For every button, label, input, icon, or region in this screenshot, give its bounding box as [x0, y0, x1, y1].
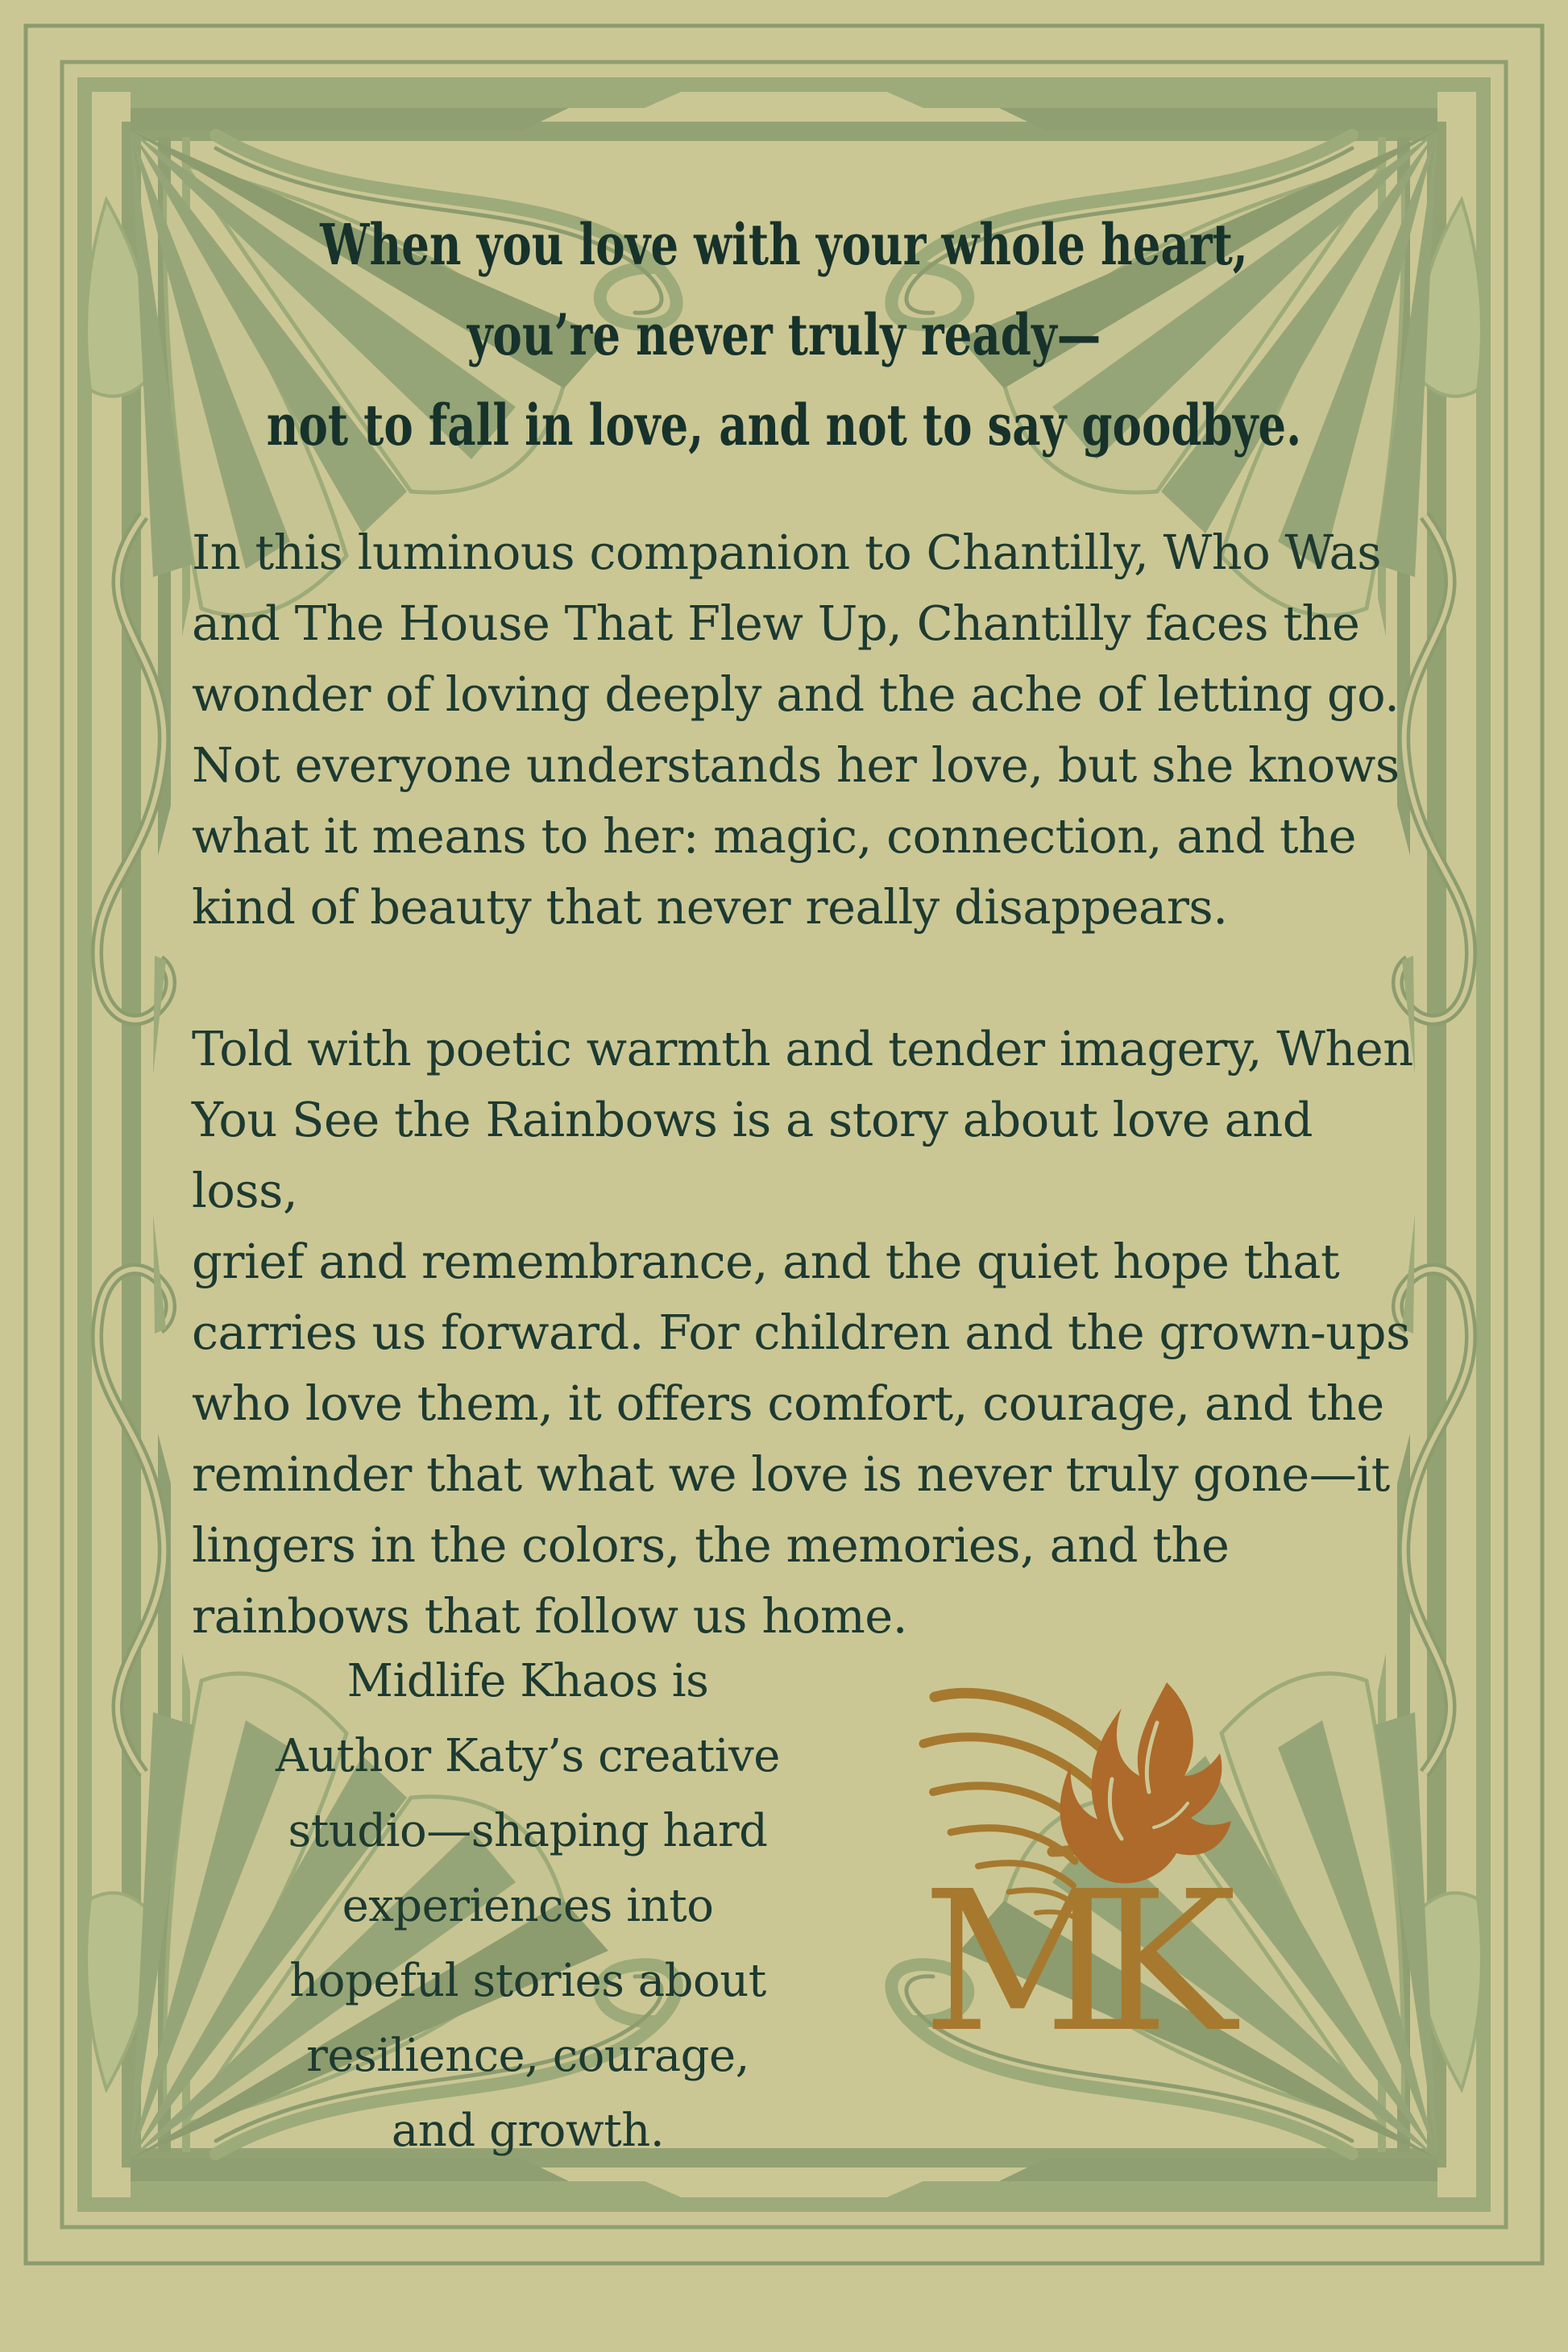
synopsis-line: Told with poetic warmth and tender imagery, When — [192, 1021, 1413, 1076]
studio-blurb-line: Author Katy’s creative — [276, 1730, 780, 1782]
monogram-text: MK — [922, 1849, 1210, 2045]
tagline-line: not to fall in love, and not to say goodbye. — [266, 392, 1302, 458]
studio-blurb-line: studio—shaping hard — [288, 1805, 768, 1857]
midlife-khaos-logo — [901, 1674, 1239, 2045]
studio-blurb-line: Midlife Khaos is — [346, 1655, 709, 1707]
studio-blurb — [238, 1644, 818, 2168]
tagline-line: you’re never truly ready— — [467, 301, 1101, 368]
synopsis-line: rainbows that follow us home. — [192, 1588, 907, 1644]
synopsis-line: You See the Rainbows is a story about love and loss, — [192, 1092, 1313, 1218]
synopsis-line: Not everyone understands her love, but she knows — [192, 737, 1400, 793]
synopsis-line: wonder of loving deeply and the ache of letting go. — [192, 666, 1400, 722]
studio-blurb-line: resilience, courage, — [306, 2030, 749, 2082]
studio-blurb-line: experiences into — [342, 1880, 714, 1932]
synopsis-line: what it means to her: magic, connection, and the — [192, 808, 1357, 864]
studio-blurb-line: hopeful stories about — [289, 1955, 766, 2007]
synopsis-line: reminder that what we love is never truly gone—it — [192, 1446, 1390, 1502]
synopsis-line: lingers in the colors, the memories, and the — [192, 1517, 1230, 1573]
synopsis-line: grief and remembrance, and the quiet hope that — [192, 1234, 1340, 1289]
synopsis-line: carries us forward. For children and the grown-ups — [192, 1305, 1410, 1360]
tagline-line: When you love with your whole heart, — [320, 211, 1248, 278]
synopsis-line: kind of beauty that never really disappears. — [192, 879, 1228, 935]
synopsis-paragraph-1 — [192, 517, 1417, 943]
synopsis-paragraph-2 — [192, 1014, 1417, 1652]
studio-blurb-line: and growth. — [391, 2105, 665, 2157]
synopsis-line: In this luminous companion to Chantilly, Who Was — [192, 525, 1382, 580]
synopsis-line: and The House That Flew Up, Chantilly faces the — [192, 595, 1360, 651]
synopsis-line: who love them, it offers comfort, courage, and the — [192, 1375, 1384, 1431]
book-tagline — [172, 200, 1396, 471]
book-synopsis — [192, 517, 1417, 1652]
